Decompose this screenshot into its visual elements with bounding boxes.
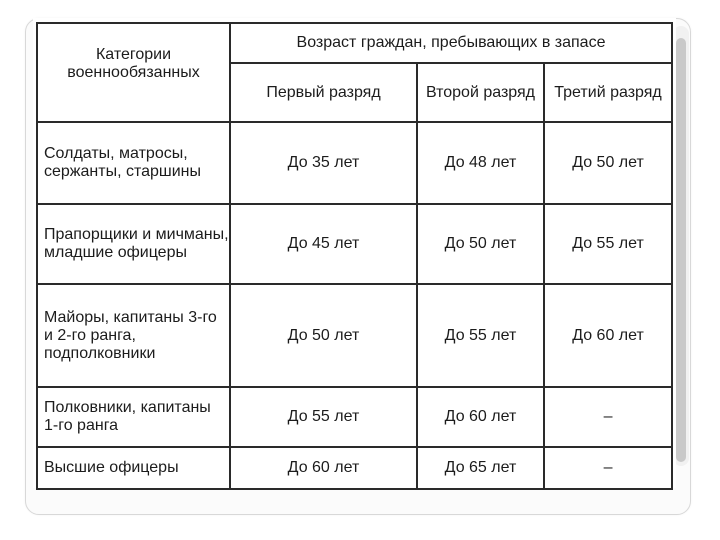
- row-value-rank-3: –: [544, 447, 672, 489]
- row-value-rank-1: До 35 лет: [230, 122, 417, 204]
- row-value-rank-2: До 50 лет: [417, 204, 544, 284]
- row-value-rank-2: До 55 лет: [417, 284, 544, 387]
- row-value-rank-1: До 60 лет: [230, 447, 417, 489]
- header-age-group: Возраст граждан, пребывающих в запасе: [230, 23, 672, 63]
- row-category: Солдаты, матросы, сержанты, старшины: [37, 122, 230, 204]
- row-category: Майоры, капитаны 3-го и 2-го ранга, подполковники: [37, 284, 230, 387]
- row-value-rank-3: –: [544, 387, 672, 447]
- header-category: Категории военнообязанных: [37, 23, 230, 122]
- header-rank-3: Третий разряд: [544, 63, 672, 122]
- row-value-rank-3: До 50 лет: [544, 122, 672, 204]
- header-rank-1: Первый разряд: [230, 63, 417, 122]
- row-value-rank-1: До 55 лет: [230, 387, 417, 447]
- row-value-rank-3: До 60 лет: [544, 284, 672, 387]
- row-value-rank-3: До 55 лет: [544, 204, 672, 284]
- header-rank-2: Второй разряд: [417, 63, 544, 122]
- table-row: [37, 204, 672, 284]
- row-value-rank-1: До 50 лет: [230, 284, 417, 387]
- reserve-age-table-image: [33, 18, 676, 488]
- scrollbar-thumb[interactable]: [676, 38, 686, 462]
- row-value-rank-1: До 45 лет: [230, 204, 417, 284]
- table-row: [37, 284, 672, 387]
- row-value-rank-2: До 48 лет: [417, 122, 544, 204]
- table-row: [37, 447, 672, 489]
- table-header-row: [37, 23, 672, 63]
- row-value-rank-2: До 60 лет: [417, 387, 544, 447]
- table-row: [37, 122, 672, 204]
- row-category: Полковники, капитаны 1-го ранга: [37, 387, 230, 447]
- row-value-rank-2: До 65 лет: [417, 447, 544, 489]
- reserve-age-table: [36, 22, 673, 490]
- row-category: Высшие офицеры: [37, 447, 230, 489]
- table-row: [37, 387, 672, 447]
- row-category: Прапорщики и мичманы, младшие офицеры: [37, 204, 230, 284]
